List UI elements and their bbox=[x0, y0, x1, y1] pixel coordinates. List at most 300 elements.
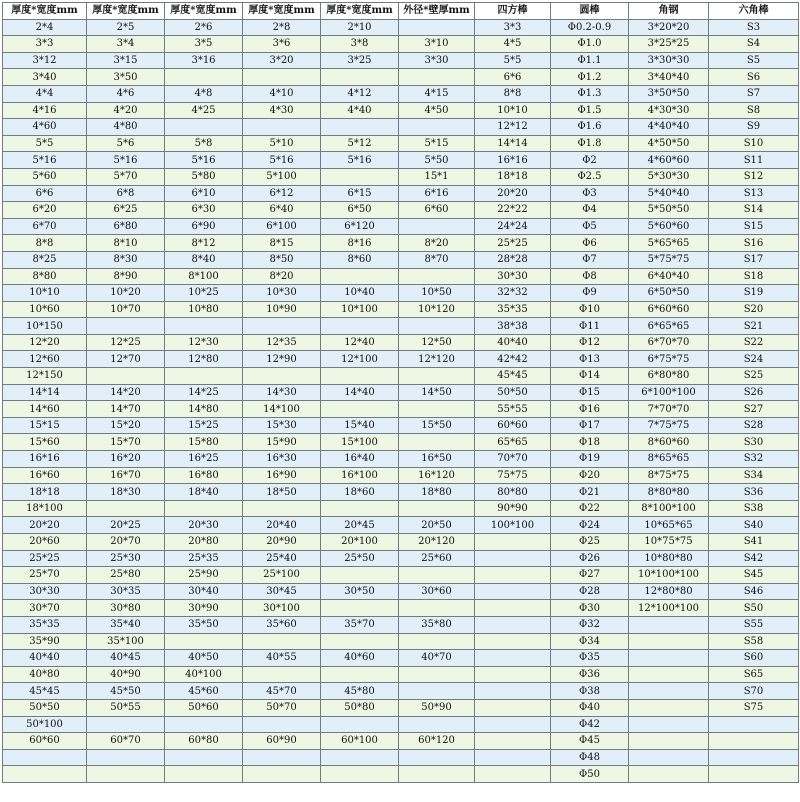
table-cell: 5*60*60 bbox=[629, 218, 709, 235]
table-cell: 18*30 bbox=[87, 484, 165, 501]
table-cell: S13 bbox=[709, 185, 799, 202]
table-cell bbox=[709, 749, 799, 766]
table-row bbox=[3, 567, 799, 584]
table-cell bbox=[399, 633, 475, 650]
table-cell: Φ24 bbox=[551, 517, 629, 534]
table-cell: 5*30*30 bbox=[629, 168, 709, 185]
table-cell bbox=[321, 716, 399, 733]
table-cell: 60*60 bbox=[475, 417, 551, 434]
table-cell: Φ42 bbox=[551, 716, 629, 733]
table-cell: 16*20 bbox=[87, 451, 165, 468]
table-cell: 18*80 bbox=[399, 484, 475, 501]
table-cell: S25 bbox=[709, 368, 799, 385]
table-cell: 6*12 bbox=[243, 185, 321, 202]
table-cell bbox=[165, 318, 243, 335]
table-row bbox=[3, 417, 799, 434]
table-row bbox=[3, 683, 799, 700]
table-cell: 20*60 bbox=[3, 534, 87, 551]
table-cell: 45*45 bbox=[475, 368, 551, 385]
table-row bbox=[3, 616, 799, 633]
table-cell bbox=[165, 716, 243, 733]
table-cell: 12*100 bbox=[321, 351, 399, 368]
table-cell: 6*70 bbox=[3, 218, 87, 235]
table-cell: 50*50 bbox=[3, 699, 87, 716]
table-cell: 16*120 bbox=[399, 467, 475, 484]
table-cell: 20*70 bbox=[87, 534, 165, 551]
table-cell: 20*100 bbox=[321, 534, 399, 551]
table-cell bbox=[321, 500, 399, 517]
table-cell: 14*80 bbox=[165, 401, 243, 418]
table-cell: S24 bbox=[709, 351, 799, 368]
table-cell: 10*40 bbox=[321, 285, 399, 302]
table-cell: 40*55 bbox=[243, 650, 321, 667]
table-cell: 10*10 bbox=[3, 285, 87, 302]
table-cell bbox=[399, 268, 475, 285]
table-cell: 75*75 bbox=[475, 467, 551, 484]
table-cell: 20*90 bbox=[243, 534, 321, 551]
table-cell: S70 bbox=[709, 683, 799, 700]
table-cell: 12*120 bbox=[399, 351, 475, 368]
table-cell: 18*40 bbox=[165, 484, 243, 501]
table-cell: 5*6 bbox=[87, 135, 165, 152]
table-cell: 12*12 bbox=[475, 119, 551, 136]
table-cell: Φ30 bbox=[551, 600, 629, 617]
table-cell: S15 bbox=[709, 218, 799, 235]
table-cell: Φ20 bbox=[551, 467, 629, 484]
table-cell bbox=[243, 69, 321, 86]
table-cell: 6*90 bbox=[165, 218, 243, 235]
table-cell: 45*50 bbox=[87, 683, 165, 700]
table-cell: 25*30 bbox=[87, 550, 165, 567]
table-cell: 25*25 bbox=[3, 550, 87, 567]
table-cell: 16*60 bbox=[3, 467, 87, 484]
table-cell: Φ45 bbox=[551, 733, 629, 750]
table-cell: 12*150 bbox=[3, 368, 87, 385]
table-cell: 8*12 bbox=[165, 235, 243, 252]
table-cell: 25*60 bbox=[399, 550, 475, 567]
table-cell: 8*100*100 bbox=[629, 500, 709, 517]
table-row bbox=[3, 85, 799, 102]
table-cell: 14*30 bbox=[243, 384, 321, 401]
table-cell: 3*20*20 bbox=[629, 19, 709, 36]
table-cell bbox=[629, 633, 709, 650]
table-row bbox=[3, 766, 799, 783]
table-cell: 12*80*80 bbox=[629, 583, 709, 600]
table-cell bbox=[87, 368, 165, 385]
table-cell: 8*60 bbox=[321, 251, 399, 268]
table-cell: Φ26 bbox=[551, 550, 629, 567]
table-cell: 50*60 bbox=[165, 699, 243, 716]
table-cell: Φ18 bbox=[551, 434, 629, 451]
table-cell: 40*80 bbox=[3, 666, 87, 683]
table-row bbox=[3, 102, 799, 119]
table-cell bbox=[243, 666, 321, 683]
table-cell: Φ17 bbox=[551, 417, 629, 434]
table-cell: 55*55 bbox=[475, 401, 551, 418]
table-row bbox=[3, 699, 799, 716]
table-row bbox=[3, 749, 799, 766]
table-cell: 6*100*100 bbox=[629, 384, 709, 401]
table-cell bbox=[399, 218, 475, 235]
table-cell: S8 bbox=[709, 102, 799, 119]
table-cell: 16*90 bbox=[243, 467, 321, 484]
table-cell bbox=[399, 69, 475, 86]
table-cell: 5*80 bbox=[165, 168, 243, 185]
table-cell: 5*16 bbox=[165, 152, 243, 169]
table-header bbox=[3, 3, 799, 20]
table-cell: 3*40*40 bbox=[629, 69, 709, 86]
table-cell: Φ10 bbox=[551, 301, 629, 318]
table-cell: 70*70 bbox=[475, 451, 551, 468]
table-cell: Φ13 bbox=[551, 351, 629, 368]
table-row bbox=[3, 152, 799, 169]
table-row bbox=[3, 650, 799, 667]
table-cell: 40*60 bbox=[321, 650, 399, 667]
table-cell: Φ1.2 bbox=[551, 69, 629, 86]
table-cell bbox=[475, 733, 551, 750]
table-cell: 6*15 bbox=[321, 185, 399, 202]
table-cell: 5*100 bbox=[243, 168, 321, 185]
table-cell: 3*15 bbox=[87, 52, 165, 69]
table-cell: 10*30 bbox=[243, 285, 321, 302]
table-cell: 4*50*50 bbox=[629, 135, 709, 152]
table-cell: 6*8 bbox=[87, 185, 165, 202]
table-cell: 8*40 bbox=[165, 251, 243, 268]
table-cell: S65 bbox=[709, 666, 799, 683]
table-cell: 50*90 bbox=[399, 699, 475, 716]
table-cell bbox=[165, 119, 243, 136]
table-cell bbox=[165, 368, 243, 385]
table-cell: Φ40 bbox=[551, 699, 629, 716]
table-cell bbox=[475, 633, 551, 650]
table-cell: 60*100 bbox=[321, 733, 399, 750]
table-cell bbox=[165, 69, 243, 86]
table-cell bbox=[243, 368, 321, 385]
table-cell: 6*80 bbox=[87, 218, 165, 235]
table-cell: S32 bbox=[709, 451, 799, 468]
table-cell: 6*30 bbox=[165, 202, 243, 219]
table-cell: 45*80 bbox=[321, 683, 399, 700]
table-cell bbox=[475, 600, 551, 617]
table-cell: 4*10 bbox=[243, 85, 321, 102]
table-row bbox=[3, 202, 799, 219]
table-row bbox=[3, 36, 799, 53]
table-cell: 4*25 bbox=[165, 102, 243, 119]
table-cell: 100*100 bbox=[475, 517, 551, 534]
table-cell: 10*120 bbox=[399, 301, 475, 318]
table-cell: S28 bbox=[709, 417, 799, 434]
table-cell: 8*8 bbox=[475, 85, 551, 102]
column-header: 厚度*宽度mm bbox=[165, 3, 243, 20]
table-cell: 2*6 bbox=[165, 19, 243, 36]
table-cell: 8*20 bbox=[243, 268, 321, 285]
table-cell: S36 bbox=[709, 484, 799, 501]
table-cell bbox=[629, 749, 709, 766]
table-cell: 16*16 bbox=[3, 451, 87, 468]
table-cell bbox=[3, 766, 87, 783]
table-cell: Φ1.8 bbox=[551, 135, 629, 152]
table-cell: 14*40 bbox=[321, 384, 399, 401]
table-cell: 14*50 bbox=[399, 384, 475, 401]
table-cell: 30*90 bbox=[165, 600, 243, 617]
column-header: 厚度*宽度mm bbox=[243, 3, 321, 20]
table-cell: 15*1 bbox=[399, 168, 475, 185]
table-cell bbox=[243, 749, 321, 766]
table-cell: 14*100 bbox=[243, 401, 321, 418]
table-cell bbox=[399, 749, 475, 766]
table-cell bbox=[629, 766, 709, 783]
table-cell bbox=[475, 567, 551, 584]
table-row bbox=[3, 119, 799, 136]
table-cell: 35*35 bbox=[475, 301, 551, 318]
table-cell: 14*14 bbox=[475, 135, 551, 152]
table-cell bbox=[321, 268, 399, 285]
table-cell: 8*65*65 bbox=[629, 451, 709, 468]
table-cell: 3*5 bbox=[165, 36, 243, 53]
table-cell bbox=[165, 500, 243, 517]
table-cell: 10*65*65 bbox=[629, 517, 709, 534]
table-cell bbox=[87, 749, 165, 766]
table-cell: 8*100 bbox=[165, 268, 243, 285]
table-cell bbox=[629, 699, 709, 716]
table-cell: 16*100 bbox=[321, 467, 399, 484]
table-cell: Φ19 bbox=[551, 451, 629, 468]
table-cell bbox=[243, 766, 321, 783]
table-cell: 3*3 bbox=[3, 36, 87, 53]
table-cell: 16*25 bbox=[165, 451, 243, 468]
table-cell: S42 bbox=[709, 550, 799, 567]
table-cell: 4*50 bbox=[399, 102, 475, 119]
table-cell: 45*70 bbox=[243, 683, 321, 700]
table-cell: 20*80 bbox=[165, 534, 243, 551]
table-cell: 10*10 bbox=[475, 102, 551, 119]
table-cell bbox=[321, 318, 399, 335]
table-cell bbox=[629, 683, 709, 700]
table-cell: Φ50 bbox=[551, 766, 629, 783]
table-cell: 6*10 bbox=[165, 185, 243, 202]
table-cell: 15*30 bbox=[243, 417, 321, 434]
table-cell: 25*50 bbox=[321, 550, 399, 567]
table-cell bbox=[475, 650, 551, 667]
table-cell: Φ36 bbox=[551, 666, 629, 683]
table-cell: 4*40 bbox=[321, 102, 399, 119]
table-cell: S41 bbox=[709, 534, 799, 551]
table-cell: 6*70*70 bbox=[629, 334, 709, 351]
table-cell: 35*80 bbox=[399, 616, 475, 633]
table-row bbox=[3, 301, 799, 318]
table-cell bbox=[165, 766, 243, 783]
table-cell bbox=[321, 401, 399, 418]
table-cell: S58 bbox=[709, 633, 799, 650]
table-cell: Φ8 bbox=[551, 268, 629, 285]
table-cell: 32*32 bbox=[475, 285, 551, 302]
table-cell: 14*14 bbox=[3, 384, 87, 401]
table-cell: 35*50 bbox=[165, 616, 243, 633]
table-cell: 50*70 bbox=[243, 699, 321, 716]
table-cell: Φ28 bbox=[551, 583, 629, 600]
table-cell: 5*40*40 bbox=[629, 185, 709, 202]
table-cell: 35*60 bbox=[243, 616, 321, 633]
table-cell: 18*50 bbox=[243, 484, 321, 501]
table-cell: 6*60 bbox=[399, 202, 475, 219]
table-cell bbox=[475, 716, 551, 733]
table-cell: 25*80 bbox=[87, 567, 165, 584]
table-cell: 5*16 bbox=[87, 152, 165, 169]
table-cell: 6*100 bbox=[243, 218, 321, 235]
table-cell: 10*50 bbox=[399, 285, 475, 302]
table-cell bbox=[475, 749, 551, 766]
table-cell bbox=[475, 550, 551, 567]
table-cell: 5*60 bbox=[3, 168, 87, 185]
table-cell: 6*50 bbox=[321, 202, 399, 219]
table-cell bbox=[321, 368, 399, 385]
table-cell: S50 bbox=[709, 600, 799, 617]
table-cell bbox=[321, 749, 399, 766]
table-cell: Φ4 bbox=[551, 202, 629, 219]
table-cell: 24*24 bbox=[475, 218, 551, 235]
table-cell: 3*40 bbox=[3, 69, 87, 86]
table-cell: 5*5 bbox=[475, 52, 551, 69]
table-cell: 3*12 bbox=[3, 52, 87, 69]
table-cell: S4 bbox=[709, 36, 799, 53]
table-cell bbox=[399, 666, 475, 683]
table-cell bbox=[321, 567, 399, 584]
table-cell: 8*30 bbox=[87, 251, 165, 268]
table-cell: 12*100*100 bbox=[629, 600, 709, 617]
table-cell: Φ5 bbox=[551, 218, 629, 235]
table-cell: Φ16 bbox=[551, 401, 629, 418]
table-cell: 8*70 bbox=[399, 251, 475, 268]
table-cell: S45 bbox=[709, 567, 799, 584]
table-cell: 12*25 bbox=[87, 334, 165, 351]
table-cell: 12*80 bbox=[165, 351, 243, 368]
table-cell: 10*150 bbox=[3, 318, 87, 335]
table-cell: 4*4 bbox=[3, 85, 87, 102]
table-body bbox=[3, 19, 799, 782]
table-cell bbox=[629, 666, 709, 683]
table-cell: 15*15 bbox=[3, 417, 87, 434]
table-cell: 4*40*40 bbox=[629, 119, 709, 136]
table-cell: 3*30*30 bbox=[629, 52, 709, 69]
spec-table bbox=[2, 2, 799, 783]
table-cell bbox=[87, 716, 165, 733]
table-cell: 2*8 bbox=[243, 19, 321, 36]
table-cell: Φ22 bbox=[551, 500, 629, 517]
table-cell: S30 bbox=[709, 434, 799, 451]
table-cell: Φ14 bbox=[551, 368, 629, 385]
table-cell: 18*100 bbox=[3, 500, 87, 517]
table-cell bbox=[475, 699, 551, 716]
table-cell bbox=[321, 666, 399, 683]
table-cell: 3*6 bbox=[243, 36, 321, 53]
table-cell: Φ9 bbox=[551, 285, 629, 302]
table-cell: 5*16 bbox=[243, 152, 321, 169]
table-cell: 30*60 bbox=[399, 583, 475, 600]
table-row bbox=[3, 235, 799, 252]
table-cell bbox=[399, 567, 475, 584]
table-cell: 5*16 bbox=[3, 152, 87, 169]
table-cell: 20*50 bbox=[399, 517, 475, 534]
table-cell: 25*90 bbox=[165, 567, 243, 584]
table-cell: 4*20 bbox=[87, 102, 165, 119]
table-cell: 15*90 bbox=[243, 434, 321, 451]
table-cell: S12 bbox=[709, 168, 799, 185]
table-row bbox=[3, 716, 799, 733]
table-cell: S26 bbox=[709, 384, 799, 401]
table-cell: 16*40 bbox=[321, 451, 399, 468]
table-cell bbox=[243, 716, 321, 733]
table-cell bbox=[243, 633, 321, 650]
table-cell: 3*4 bbox=[87, 36, 165, 53]
table-cell: 8*8 bbox=[3, 235, 87, 252]
table-cell: Φ32 bbox=[551, 616, 629, 633]
table-cell: 35*35 bbox=[3, 616, 87, 633]
table-cell: Φ34 bbox=[551, 633, 629, 650]
table-cell: 65*65 bbox=[475, 434, 551, 451]
table-row bbox=[3, 168, 799, 185]
table-cell: 3*25 bbox=[321, 52, 399, 69]
table-cell: 15*50 bbox=[399, 417, 475, 434]
table-cell: 25*40 bbox=[243, 550, 321, 567]
table-cell: 20*25 bbox=[87, 517, 165, 534]
table-cell bbox=[399, 19, 475, 36]
table-cell: 8*20 bbox=[399, 235, 475, 252]
table-cell: 16*50 bbox=[399, 451, 475, 468]
table-cell: 40*45 bbox=[87, 650, 165, 667]
table-cell: Φ3 bbox=[551, 185, 629, 202]
table-cell: 50*80 bbox=[321, 699, 399, 716]
table-cell: 12*60 bbox=[3, 351, 87, 368]
table-cell bbox=[399, 368, 475, 385]
table-cell bbox=[87, 766, 165, 783]
table-cell: 15*80 bbox=[165, 434, 243, 451]
table-cell: 60*60 bbox=[3, 733, 87, 750]
table-cell: 40*40 bbox=[3, 650, 87, 667]
table-cell: 60*80 bbox=[165, 733, 243, 750]
table-cell bbox=[629, 733, 709, 750]
table-cell: 10*70 bbox=[87, 301, 165, 318]
column-header: 厚度*宽度mm bbox=[87, 3, 165, 20]
table-cell: 50*50 bbox=[475, 384, 551, 401]
table-cell: 8*60*60 bbox=[629, 434, 709, 451]
table-cell: 2*5 bbox=[87, 19, 165, 36]
table-cell: 30*35 bbox=[87, 583, 165, 600]
table-cell: 5*15 bbox=[399, 135, 475, 152]
table-cell: Φ1.0 bbox=[551, 36, 629, 53]
table-cell: 42*42 bbox=[475, 351, 551, 368]
table-cell: S22 bbox=[709, 334, 799, 351]
table-cell bbox=[399, 683, 475, 700]
table-cell: 5*10 bbox=[243, 135, 321, 152]
table-cell: S20 bbox=[709, 301, 799, 318]
table-cell bbox=[321, 69, 399, 86]
table-cell: 4*8 bbox=[165, 85, 243, 102]
table-cell: 5*5 bbox=[3, 135, 87, 152]
table-cell bbox=[475, 583, 551, 600]
table-cell: 8*15 bbox=[243, 235, 321, 252]
table-cell: Φ2 bbox=[551, 152, 629, 169]
table-cell: 14*25 bbox=[165, 384, 243, 401]
table-cell: 5*12 bbox=[321, 135, 399, 152]
table-cell: 20*30 bbox=[165, 517, 243, 534]
table-cell: Φ11 bbox=[551, 318, 629, 335]
table-cell: S19 bbox=[709, 285, 799, 302]
table-cell bbox=[475, 766, 551, 783]
table-row bbox=[3, 334, 799, 351]
table-row bbox=[3, 517, 799, 534]
table-cell: S16 bbox=[709, 235, 799, 252]
table-cell: S3 bbox=[709, 19, 799, 36]
